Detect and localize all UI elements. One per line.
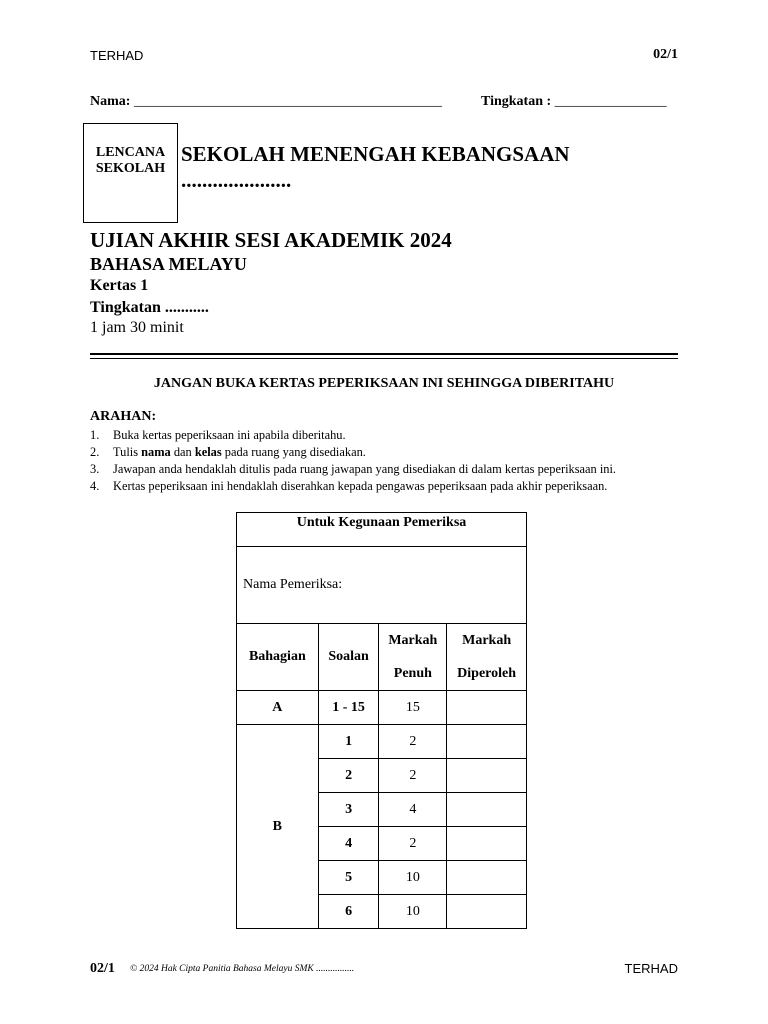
header-obtained-line1: Markah bbox=[462, 633, 512, 648]
instruction-number: 3. bbox=[90, 462, 100, 476]
full-marks: 10 bbox=[379, 861, 447, 895]
header-full-marks-line1: Markah bbox=[388, 633, 438, 648]
instruction-bold-class: kelas bbox=[194, 445, 222, 459]
instruction-item bbox=[90, 461, 616, 478]
header-full-marks bbox=[379, 624, 447, 691]
obtained-marks[interactable] bbox=[447, 725, 527, 759]
question-number: 4 bbox=[318, 827, 379, 861]
table-row bbox=[237, 725, 527, 759]
name-field bbox=[90, 94, 442, 110]
examiner-table-title: Untuk Kegunaan Pemeriksa bbox=[237, 513, 527, 547]
instruction-number: 1. bbox=[90, 428, 100, 442]
section-a-obtained[interactable] bbox=[447, 691, 527, 725]
header-full-marks-line2: Penuh bbox=[393, 666, 432, 681]
section-a-questions: 1 - 15 bbox=[318, 691, 379, 725]
obtained-marks[interactable] bbox=[447, 861, 527, 895]
instruction-item bbox=[90, 444, 616, 461]
divider-thin bbox=[90, 358, 678, 359]
obtained-marks[interactable] bbox=[447, 793, 527, 827]
header-section: Bahagian bbox=[237, 624, 319, 691]
warning-text: JANGAN BUKA KERTAS PEPERIKSAAN INI SEHINGGA DIBERITAHU bbox=[153, 376, 615, 391]
full-marks: 2 bbox=[379, 725, 447, 759]
instruction-bold-name: nama bbox=[141, 445, 171, 459]
instruction-item bbox=[90, 478, 616, 495]
question-number: 2 bbox=[318, 759, 379, 793]
section-a-label: A bbox=[237, 691, 319, 725]
form-label: Tingkatan : bbox=[481, 94, 552, 109]
question-number: 1 bbox=[318, 725, 379, 759]
exam-subject: BAHASA MELAYU bbox=[90, 254, 247, 274]
form-blank: ________________ bbox=[554, 94, 667, 109]
name-label: Nama: bbox=[90, 94, 131, 109]
school-name-dots: ..................... bbox=[181, 168, 292, 192]
form-field bbox=[481, 94, 667, 110]
full-marks: 4 bbox=[379, 793, 447, 827]
question-number: 6 bbox=[318, 895, 379, 929]
header-question: Soalan bbox=[318, 624, 379, 691]
examiner-name-cell: Nama Pemeriksa: bbox=[237, 547, 527, 624]
obtained-marks[interactable] bbox=[447, 895, 527, 929]
header-obtained-line2: Diperoleh bbox=[457, 666, 517, 681]
exam-form: Tingkatan ........... bbox=[90, 299, 209, 316]
instruction-text: pada ruang yang disediakan. bbox=[221, 445, 366, 459]
full-marks: 2 bbox=[379, 759, 447, 793]
footer-copyright: © 2024 Hak Cipta Panitia Bahasa Melayu SMK ................ bbox=[130, 964, 355, 974]
section-a-full-marks: 15 bbox=[379, 691, 447, 725]
header-classification: TERHAD bbox=[90, 48, 144, 63]
obtained-marks[interactable] bbox=[447, 827, 527, 861]
header-paper-code: 02/1 bbox=[653, 47, 678, 62]
instructions-title: ARAHAN: bbox=[90, 409, 157, 424]
instruction-text: Tulis bbox=[113, 445, 142, 459]
school-name bbox=[181, 141, 570, 193]
examiner-table bbox=[236, 512, 527, 929]
instruction-number: 2. bbox=[90, 445, 100, 459]
full-marks: 10 bbox=[379, 895, 447, 929]
instruction-number: 4. bbox=[90, 479, 100, 493]
exam-title: UJIAN AKHIR SESI AKADEMIK 2024 bbox=[90, 228, 452, 252]
school-badge-box bbox=[83, 123, 178, 223]
question-number: 3 bbox=[318, 793, 379, 827]
section-b-label: B bbox=[237, 725, 319, 929]
obtained-marks[interactable] bbox=[447, 759, 527, 793]
name-blank: ____________________________________________ bbox=[133, 94, 442, 109]
full-marks: 2 bbox=[379, 827, 447, 861]
school-name-text: SEKOLAH MENENGAH KEBANGSAAN bbox=[181, 142, 570, 166]
instruction-text: Buka kertas peperiksaan ini apabila diberitahu. bbox=[113, 428, 346, 442]
instruction-text: dan bbox=[170, 445, 195, 459]
exam-duration: 1 jam 30 minit bbox=[90, 319, 184, 336]
instruction-text: Kertas peperiksaan ini hendaklah diserahkan kepada pengawas peperiksaan pada akhir peperiksaan. bbox=[113, 479, 608, 493]
exam-paper: Kertas 1 bbox=[90, 277, 149, 294]
divider-thick bbox=[90, 353, 678, 355]
instruction-text: Jawapan anda hendaklah ditulis pada ruang jawapan yang disediakan di dalam kertas peperiksaan ini. bbox=[113, 462, 617, 476]
badge-line-2: SEKOLAH bbox=[95, 161, 166, 176]
footer-paper-code: 02/1 bbox=[90, 961, 115, 976]
badge-line-1: LENCANA bbox=[95, 145, 166, 160]
instruction-item bbox=[90, 427, 616, 444]
header-obtained-marks bbox=[447, 624, 527, 691]
footer-classification: TERHAD bbox=[624, 961, 678, 976]
table-row bbox=[237, 691, 527, 725]
instructions-list bbox=[90, 427, 616, 495]
question-number: 5 bbox=[318, 861, 379, 895]
